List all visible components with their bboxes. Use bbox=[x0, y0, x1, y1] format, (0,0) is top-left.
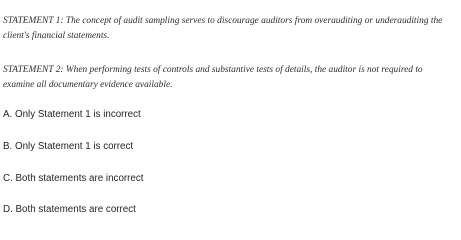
option-d[interactable]: D. Both statements are correct bbox=[3, 204, 136, 215]
option-c[interactable]: C. Both statements are incorrect bbox=[3, 173, 144, 184]
statement-1: STATEMENT 1: The concept of audit sampling serves to discourage auditors from overauditing or underauditing the client's financial statements. bbox=[3, 16, 443, 41]
option-b[interactable]: B. Only Statement 1 is correct bbox=[3, 141, 134, 152]
option-a[interactable]: A. Only Statement 1 is incorrect bbox=[3, 109, 141, 120]
statement-2: STATEMENT 2: When performing tests of controls and substantive tests of details, the auditor is not required to examine all documentary evidence available. bbox=[3, 65, 423, 90]
